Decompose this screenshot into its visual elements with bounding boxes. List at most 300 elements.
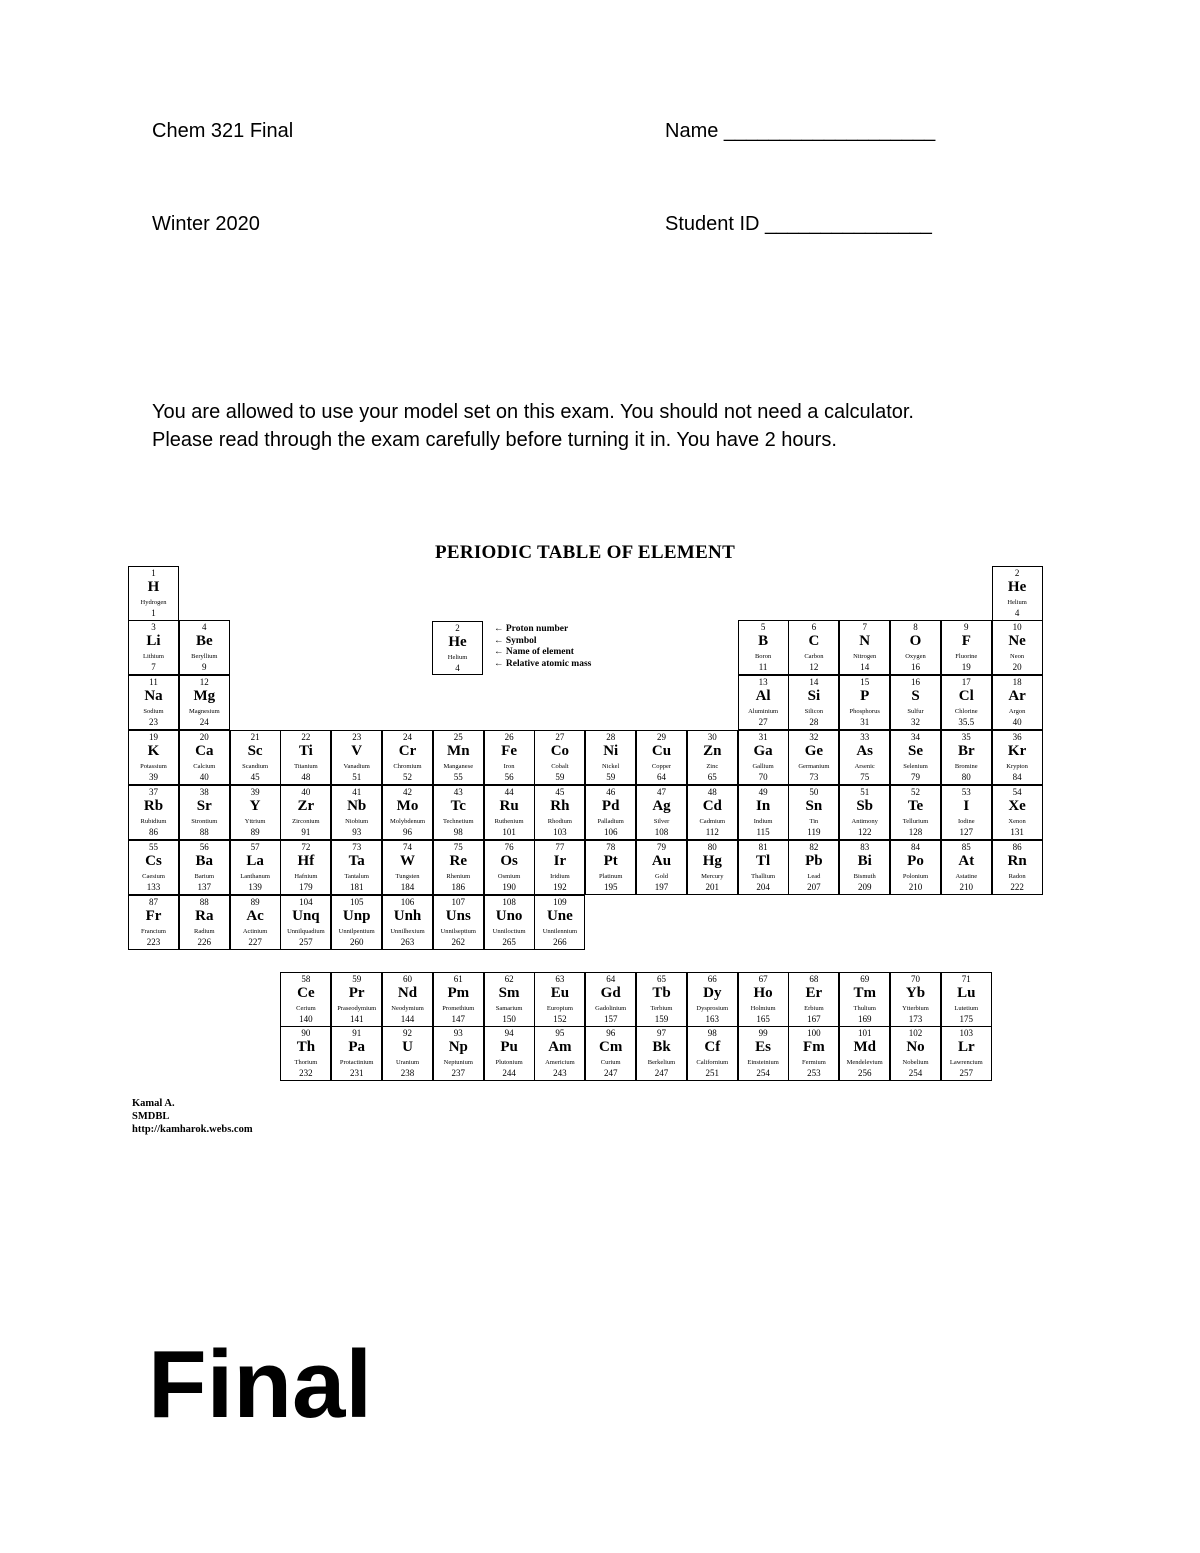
element-number: 8 — [913, 622, 918, 632]
element-mass: 86 — [149, 827, 158, 837]
element-number: 44 — [504, 787, 514, 797]
element-number: 76 — [504, 842, 514, 852]
element-mass: 165 — [756, 1014, 770, 1024]
element-cell-mn — [433, 730, 484, 785]
element-name: Osmium — [497, 873, 521, 880]
element-number: 109 — [553, 897, 567, 907]
element-symbol: P — [860, 688, 870, 704]
element-number: 40 — [301, 787, 311, 797]
element-name: Chlorine — [954, 708, 978, 715]
element-cell-rb — [128, 785, 179, 840]
element-number: 73 — [352, 842, 362, 852]
element-cell-u — [382, 1026, 433, 1081]
element-name: Germanium — [798, 763, 830, 770]
element-mass: 244 — [502, 1068, 516, 1078]
element-cell-ge — [788, 730, 839, 785]
element-number: 33 — [860, 732, 870, 742]
element-number: 103 — [959, 1028, 974, 1038]
element-symbol: Tc — [450, 798, 466, 814]
element-name: Einsteinium — [747, 1059, 779, 1066]
element-mass: 4 — [1014, 608, 1020, 618]
element-name: Silicon — [804, 708, 824, 715]
element-mass: 257 — [299, 937, 313, 947]
element-number: 31 — [758, 732, 768, 742]
element-name: Gadolinium — [595, 1005, 627, 1012]
element-symbol: Br — [957, 743, 975, 759]
element-mass: 169 — [857, 1014, 872, 1024]
element-number: 50 — [809, 787, 819, 797]
element-name: Tin — [809, 818, 819, 825]
element-name: Indium — [753, 818, 773, 825]
element-cell-er — [788, 972, 839, 1027]
element-name: Sulfur — [907, 708, 924, 715]
element-cell-pd — [585, 785, 636, 840]
element-cell-ho — [738, 972, 789, 1027]
element-cell-mg — [179, 675, 230, 730]
element-mass: 56 — [504, 772, 514, 782]
element-name: Radon — [1008, 873, 1026, 880]
element-mass: 210 — [959, 882, 974, 892]
element-name: Unnilennium — [542, 928, 578, 935]
element-mass: 247 — [603, 1068, 618, 1078]
element-number: 62 — [504, 974, 514, 984]
element-cell-gd — [585, 972, 636, 1027]
element-number: 18 — [1012, 677, 1022, 687]
element-mass: 12 — [809, 662, 819, 672]
element-name: Erbium — [804, 1005, 824, 1012]
element-number: 102 — [908, 1028, 923, 1038]
element-mass: 55 — [453, 772, 463, 782]
element-cell-une — [534, 895, 585, 950]
element-name: Cobalt — [551, 763, 569, 770]
element-cell-cu — [636, 730, 687, 785]
element-mass: 137 — [197, 882, 212, 892]
element-name: Hafnium — [294, 873, 318, 880]
periodic-table-key-cell — [432, 621, 483, 675]
element-cell-ra — [179, 895, 230, 950]
element-symbol: Ge — [804, 743, 824, 759]
element-cell-s — [890, 675, 941, 730]
element-name: Ytterbium — [902, 1005, 929, 1012]
element-symbol: B — [758, 633, 769, 649]
element-mass: 184 — [400, 882, 415, 892]
element-symbol: Rn — [1007, 853, 1027, 869]
element-number: 28 — [606, 732, 616, 742]
element-name: Curium — [600, 1059, 621, 1066]
element-number: 29 — [657, 732, 666, 742]
element-symbol: F — [961, 633, 971, 649]
element-cell-th — [280, 1026, 331, 1081]
periodic-table-title: PERIODIC TABLE OF ELEMENT — [434, 542, 736, 563]
element-cell-md — [839, 1026, 890, 1081]
element-number: 105 — [349, 897, 364, 907]
element-name: Hydrogen — [140, 599, 167, 606]
key-proton-number: 2 — [455, 623, 460, 633]
element-mass: 260 — [349, 937, 364, 947]
element-cell-v — [331, 730, 382, 785]
element-symbol: Fm — [803, 1039, 825, 1055]
element-mass: 93 — [352, 827, 362, 837]
element-name: Dysprosium — [696, 1005, 729, 1012]
element-name: Fluorine — [955, 653, 978, 660]
element-mass: 28 — [809, 717, 819, 727]
element-number: 82 — [809, 842, 819, 852]
element-name: Phosphorus — [849, 708, 880, 715]
element-cell-ti — [280, 730, 331, 785]
element-symbol: Am — [548, 1039, 572, 1055]
key-element-name: Helium — [447, 654, 468, 661]
element-number: 78 — [606, 842, 616, 852]
element-name: Molybdenum — [389, 818, 426, 825]
element-symbol: Pa — [348, 1039, 366, 1055]
element-name: Carbon — [804, 653, 824, 660]
element-symbol: Hf — [297, 853, 315, 869]
element-mass: 108 — [654, 827, 669, 837]
element-mass: 238 — [400, 1068, 415, 1078]
element-cell-fr — [128, 895, 179, 950]
element-cell-unh — [382, 895, 433, 950]
credit-url: http://kamharok.webs.com — [132, 1124, 253, 1135]
element-number: 48 — [707, 787, 717, 797]
element-mass: 157 — [603, 1014, 618, 1024]
element-symbol: Tm — [853, 985, 876, 1001]
element-cell-p — [839, 675, 890, 730]
element-name: Thulium — [853, 1005, 876, 1012]
element-name: Ruthenium — [494, 818, 524, 825]
element-cell-o — [890, 620, 941, 675]
element-mass: 232 — [299, 1068, 313, 1078]
element-symbol: Sc — [247, 743, 263, 759]
element-mass: 1 — [151, 608, 156, 618]
element-mass: 128 — [908, 827, 923, 837]
element-cell-ca — [179, 730, 230, 785]
element-number: 104 — [299, 897, 313, 907]
element-mass: 167 — [807, 1014, 821, 1024]
element-cell-h — [128, 566, 179, 621]
element-name: Lanthanum — [240, 873, 270, 880]
element-name: Xenon — [1008, 818, 1026, 825]
course-title: Chem 321 Final — [152, 120, 294, 142]
element-name: Titanium — [294, 763, 318, 770]
element-number: 25 — [453, 732, 463, 742]
element-cell-ar — [992, 675, 1043, 730]
element-cell-xe — [992, 785, 1043, 840]
periodic-table-legend — [494, 624, 591, 670]
element-mass: 23 — [149, 717, 158, 727]
element-number: 12 — [199, 677, 209, 687]
element-number: 86 — [1012, 842, 1022, 852]
element-name: Helium — [1007, 599, 1027, 606]
element-number: 90 — [301, 1028, 311, 1038]
element-cell-sr — [179, 785, 230, 840]
element-name: Iodine — [957, 818, 975, 825]
element-symbol: Xe — [1008, 798, 1026, 814]
element-symbol: Es — [755, 1039, 772, 1055]
legend-item: ← Relative atomic mass — [494, 658, 592, 669]
element-name: Chromium — [393, 763, 422, 770]
element-mass: 139 — [248, 882, 262, 892]
element-symbol: W — [400, 853, 415, 869]
element-number: 101 — [857, 1028, 872, 1038]
element-name: Unnilquadium — [287, 928, 325, 935]
element-symbol: Sm — [498, 985, 520, 1001]
element-mass: 80 — [961, 772, 971, 782]
element-mass: 243 — [553, 1068, 567, 1078]
element-cell-es — [738, 1026, 789, 1081]
element-number: 38 — [199, 787, 209, 797]
element-mass: 24 — [199, 717, 209, 727]
element-cell-cf — [687, 1026, 738, 1081]
element-symbol: Ni — [603, 743, 619, 759]
element-mass: 101 — [502, 827, 516, 837]
element-cell-fe — [484, 730, 535, 785]
element-mass: 112 — [705, 827, 719, 837]
element-number: 83 — [860, 842, 870, 852]
element-number: 58 — [301, 974, 311, 984]
element-number: 32 — [809, 732, 819, 742]
element-mass: 51 — [352, 772, 362, 782]
element-mass: 73 — [809, 772, 819, 782]
element-symbol: In — [756, 798, 771, 814]
element-mass: 40 — [199, 772, 209, 782]
element-mass: 140 — [299, 1014, 313, 1024]
element-cell-lu — [941, 972, 992, 1027]
element-cell-sm — [484, 972, 535, 1027]
element-name: Praseodymium — [337, 1005, 377, 1012]
element-symbol: Th — [296, 1039, 316, 1055]
element-mass: 266 — [553, 937, 567, 947]
element-cell-re — [433, 840, 484, 895]
element-number: 96 — [606, 1028, 616, 1038]
element-name: Iron — [503, 763, 515, 770]
element-name: Thorium — [294, 1059, 318, 1066]
element-number: 1 — [151, 568, 156, 578]
element-name: Neodymium — [391, 1005, 424, 1012]
element-name: Mendelevium — [846, 1059, 883, 1066]
element-name: Berkelium — [647, 1059, 676, 1066]
element-mass: 79 — [911, 772, 920, 782]
element-cell-he — [992, 566, 1043, 621]
final-heading: Final — [148, 1331, 373, 1438]
element-cell-pt — [585, 840, 636, 895]
element-mass: 89 — [250, 827, 260, 837]
element-symbol: Mo — [396, 798, 419, 814]
element-cell-cd — [687, 785, 738, 840]
element-cell-mo — [382, 785, 433, 840]
element-mass: 159 — [654, 1014, 669, 1024]
element-cell-bk — [636, 1026, 687, 1081]
element-number: 70 — [911, 974, 920, 984]
element-symbol: Y — [249, 798, 261, 814]
element-symbol: Sr — [196, 798, 212, 814]
element-name: Actinium — [242, 928, 268, 935]
element-cell-tl — [738, 840, 789, 895]
element-symbol: Cf — [704, 1039, 721, 1055]
element-symbol: He — [1007, 579, 1027, 595]
element-name: Thallium — [751, 873, 776, 880]
element-name: Iridium — [550, 873, 570, 880]
instruction-line: You are allowed to use your model set on this exam. You should not need a calculator. — [152, 401, 914, 423]
element-symbol: Zn — [703, 743, 722, 759]
element-cell-hf — [280, 840, 331, 895]
element-symbol: Rb — [143, 798, 164, 814]
element-mass: 31 — [860, 717, 870, 727]
element-symbol: Cr — [398, 743, 417, 759]
element-name: Terbium — [650, 1005, 673, 1012]
element-mass: 141 — [349, 1014, 364, 1024]
element-mass: 254 — [908, 1068, 923, 1078]
element-number: 108 — [502, 897, 516, 907]
element-number: 52 — [911, 787, 920, 797]
element-mass: 75 — [860, 772, 870, 782]
element-number: 4 — [202, 622, 207, 632]
element-cell-te — [890, 785, 941, 840]
element-symbol: Pu — [500, 1039, 518, 1055]
element-cell-lr — [941, 1026, 992, 1081]
element-cell-yb — [890, 972, 941, 1027]
element-symbol: Ho — [753, 985, 773, 1001]
element-number: 24 — [403, 732, 412, 742]
element-number: 14 — [809, 677, 819, 687]
element-mass: 253 — [807, 1068, 821, 1078]
element-number: 54 — [1012, 787, 1022, 797]
element-symbol: Ne — [1008, 633, 1026, 649]
element-name: Silver — [653, 818, 670, 825]
element-mass: 254 — [756, 1068, 770, 1078]
student-id-field-label: Student ID _______________ — [665, 213, 932, 235]
element-symbol: Sb — [856, 798, 874, 814]
element-cell-n — [839, 620, 890, 675]
element-symbol: Ru — [499, 798, 519, 814]
element-cell-np — [433, 1026, 484, 1081]
element-number: 97 — [657, 1028, 666, 1038]
element-symbol: Ga — [753, 743, 773, 759]
element-name: Neon — [1010, 653, 1025, 660]
element-number: 15 — [860, 677, 870, 687]
element-mass: 122 — [857, 827, 872, 837]
element-name: Polonium — [902, 873, 929, 880]
element-cell-ba — [179, 840, 230, 895]
element-cell-tc — [433, 785, 484, 840]
element-symbol: Se — [908, 743, 923, 759]
element-symbol: La — [246, 853, 264, 869]
element-symbol: Dy — [703, 985, 722, 1001]
element-name: Rhenium — [446, 873, 471, 880]
element-symbol: Si — [807, 688, 821, 704]
element-cell-pr — [331, 972, 382, 1027]
element-number: 39 — [250, 787, 260, 797]
element-mass: 59 — [555, 772, 565, 782]
element-cell-ir — [534, 840, 585, 895]
element-name: Oxygen — [905, 653, 926, 660]
element-cell-as — [839, 730, 890, 785]
element-number: 2 — [1014, 568, 1020, 578]
element-number: 19 — [149, 732, 158, 742]
element-number: 57 — [250, 842, 260, 852]
element-number: 91 — [352, 1028, 362, 1038]
element-symbol: As — [856, 743, 874, 759]
element-symbol: Li — [146, 633, 161, 649]
element-name: Palladium — [597, 818, 624, 825]
element-cell-pm — [433, 972, 484, 1027]
element-mass: 147 — [451, 1014, 466, 1024]
element-mass: 207 — [807, 882, 821, 892]
element-cell-cm — [585, 1026, 636, 1081]
element-cell-sn — [788, 785, 839, 840]
element-number: 93 — [453, 1028, 463, 1038]
element-mass: 48 — [301, 772, 311, 782]
element-name: Krypton — [1006, 763, 1028, 770]
legend-item: ← Proton number — [494, 624, 569, 634]
element-symbol: Unq — [292, 908, 320, 924]
element-name: Aluminium — [748, 708, 779, 715]
element-symbol: U — [402, 1039, 413, 1055]
key-atomic-mass: 4 — [455, 663, 460, 673]
element-number: 85 — [961, 842, 971, 852]
element-mass: 91 — [301, 827, 311, 837]
element-cell-unq — [280, 895, 331, 950]
element-name: Mercury — [701, 873, 724, 880]
element-cell-ru — [484, 785, 535, 840]
element-symbol: Une — [546, 908, 573, 924]
element-mass: 7 — [151, 662, 156, 672]
credit-line: SMDBL — [132, 1111, 170, 1122]
element-mass: 127 — [959, 827, 974, 837]
element-number: 42 — [403, 787, 412, 797]
legend-item: ← Name of element — [494, 647, 574, 657]
element-mass: 70 — [758, 772, 768, 782]
element-name: Argon — [1008, 708, 1026, 715]
element-cell-nb — [331, 785, 382, 840]
element-cell-b — [738, 620, 789, 675]
element-name: Zinc — [706, 763, 719, 770]
element-number: 89 — [250, 897, 260, 907]
element-cell-ag — [636, 785, 687, 840]
element-cell-zn — [687, 730, 738, 785]
element-name: Zirconium — [292, 818, 320, 825]
element-symbol: Zr — [297, 798, 315, 814]
element-name: Antimony — [851, 818, 878, 825]
element-number: 34 — [911, 732, 920, 742]
element-name: Lithium — [143, 653, 164, 660]
element-cell-no — [890, 1026, 941, 1081]
element-number: 87 — [149, 897, 158, 907]
element-symbol: Uno — [495, 908, 523, 924]
element-name: Radium — [194, 928, 215, 935]
key-symbol: He — [448, 634, 467, 650]
element-mass: 16 — [911, 662, 920, 672]
element-symbol: O — [909, 633, 922, 649]
element-mass: 181 — [349, 882, 364, 892]
element-symbol: Au — [651, 853, 672, 869]
element-mass: 256 — [857, 1068, 872, 1078]
element-symbol: Sn — [805, 798, 823, 814]
element-cell-al — [738, 675, 789, 730]
element-symbol: S — [911, 688, 920, 704]
element-name: Europium — [546, 1005, 573, 1012]
element-cell-se — [890, 730, 941, 785]
element-name: Copper — [651, 763, 672, 770]
element-number: 47 — [657, 787, 666, 797]
element-name: Unnilseptium — [440, 928, 476, 935]
element-mass: 186 — [451, 882, 466, 892]
element-cell-pa — [331, 1026, 382, 1081]
element-name: Holmium — [750, 1005, 776, 1012]
element-symbol: Unh — [393, 908, 422, 924]
element-number: 26 — [504, 732, 514, 742]
element-cell-si — [788, 675, 839, 730]
element-number: 59 — [352, 974, 362, 984]
